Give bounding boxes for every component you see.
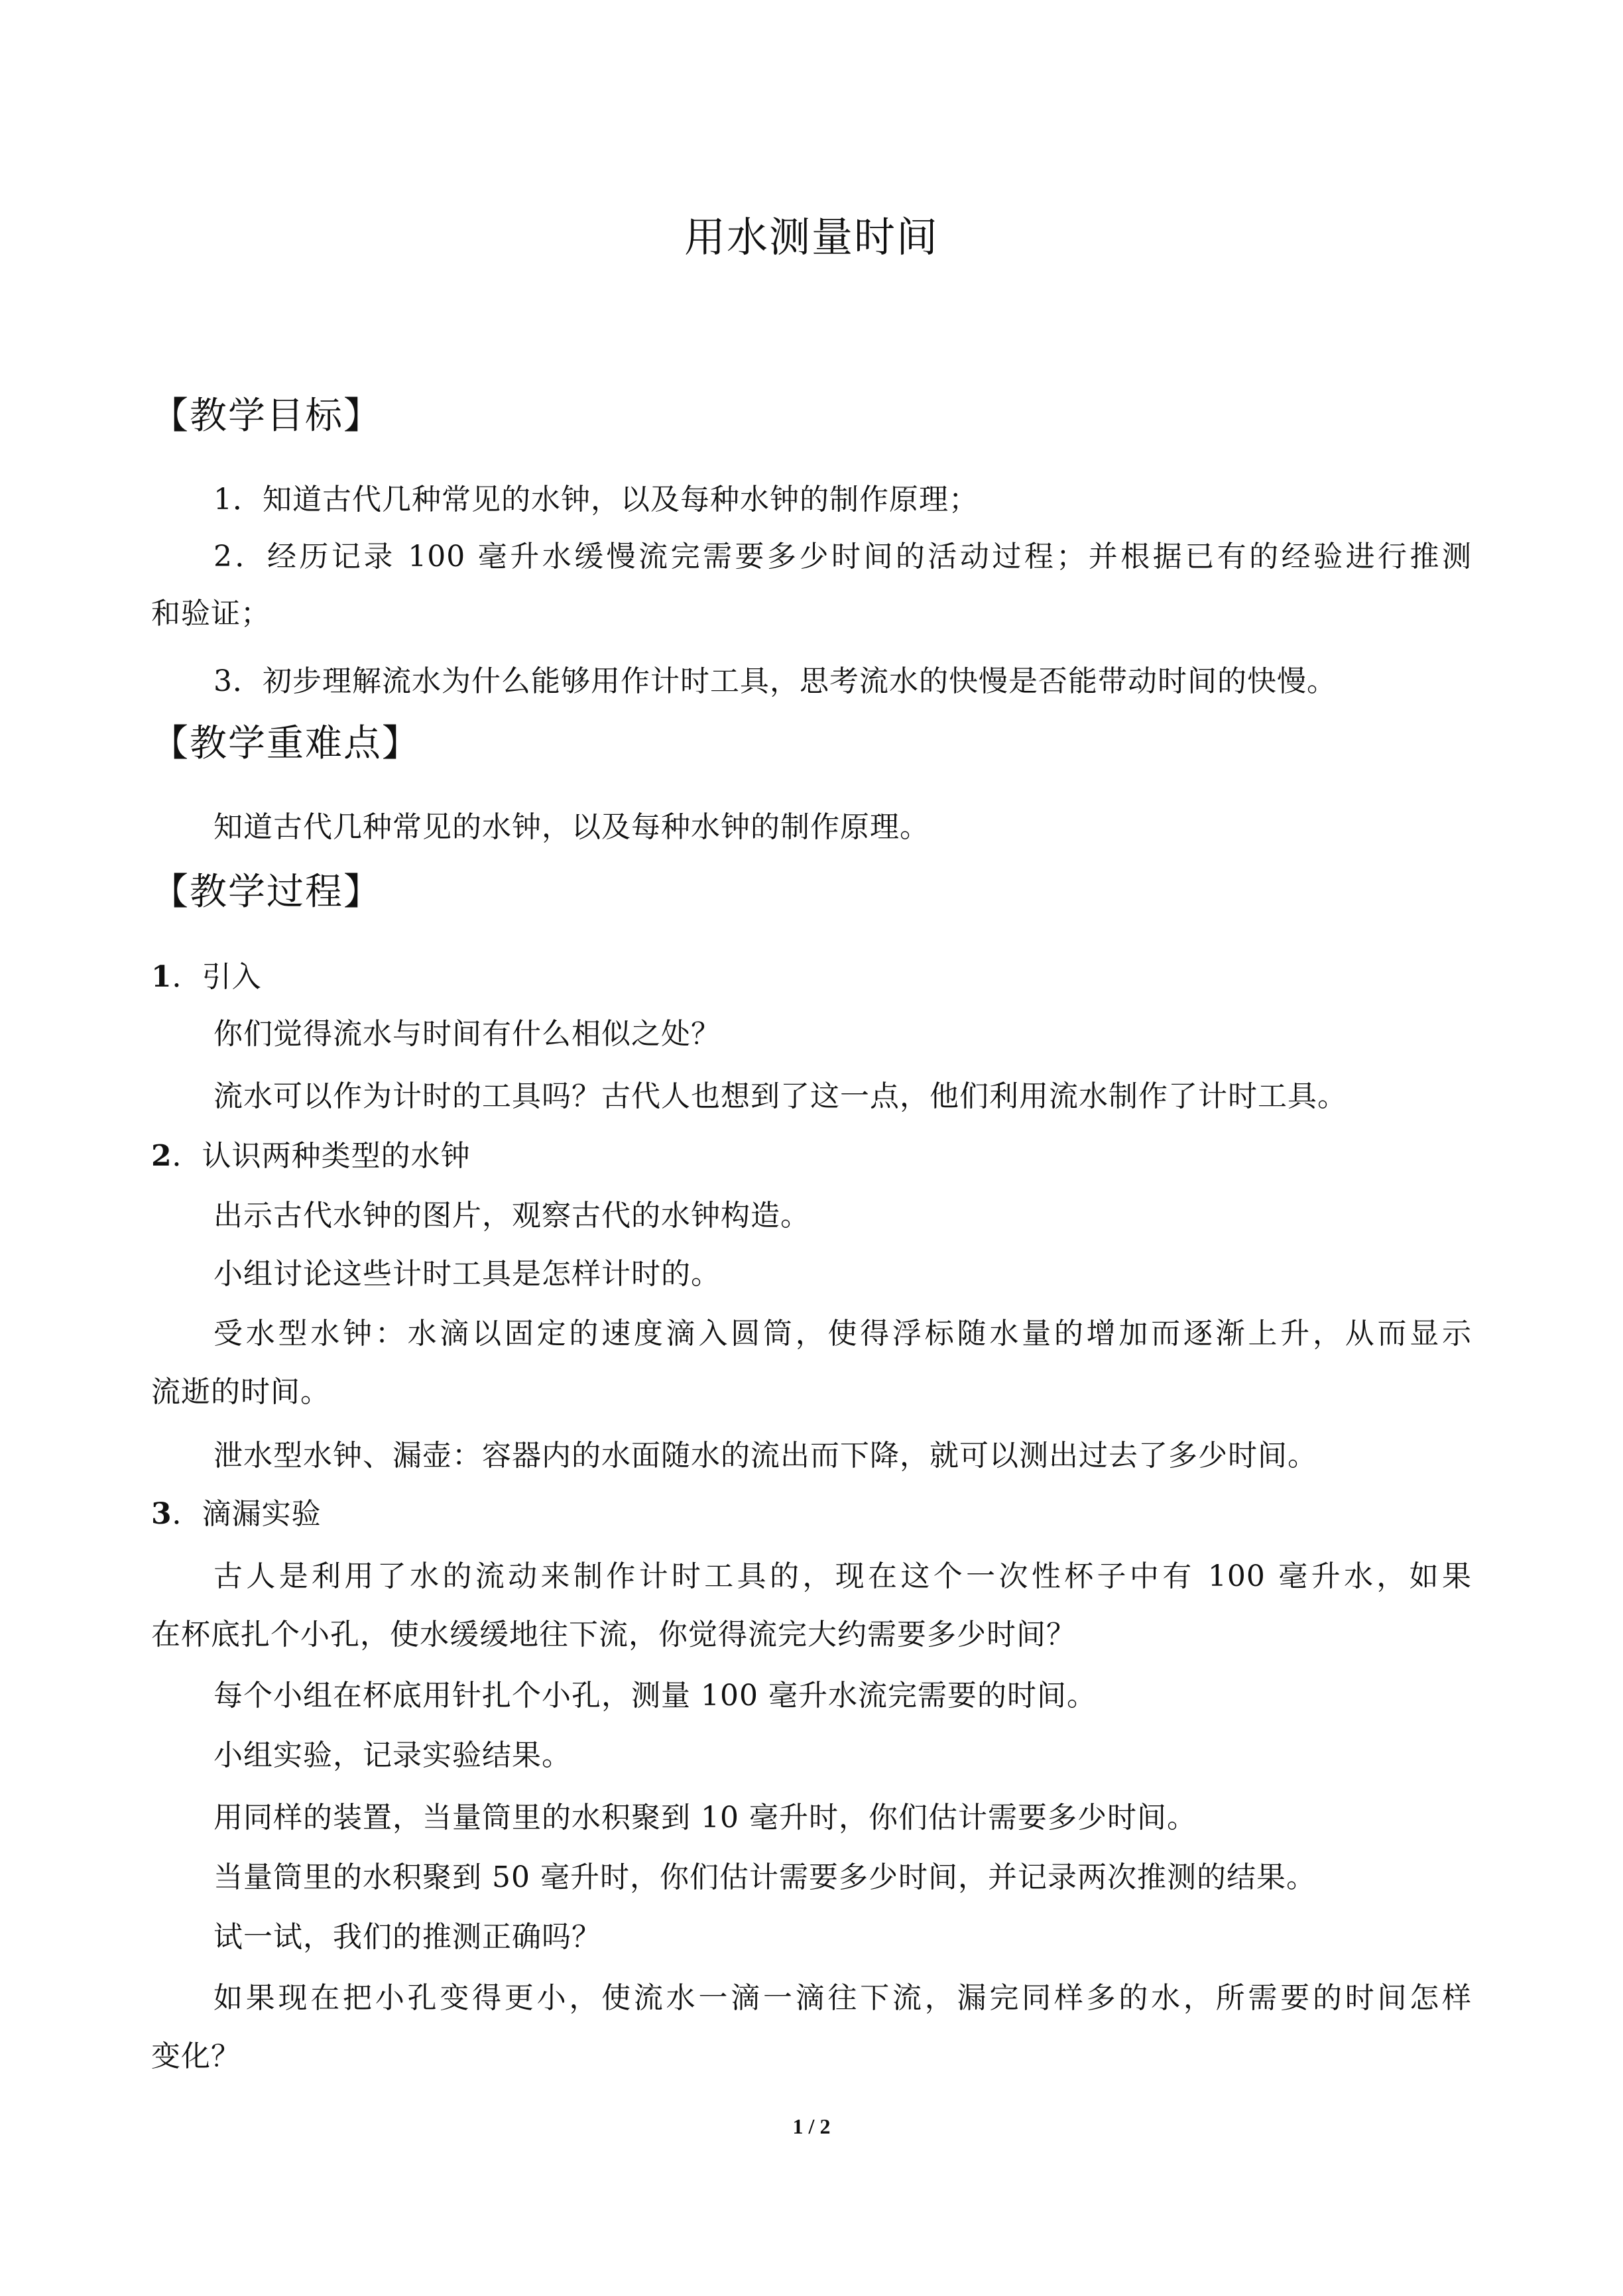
section-1-paragraph-2: 流水可以作为计时的工具吗？古代人也想到了这一点，他们利用流水制作了计时工具。 bbox=[213, 1079, 1347, 1113]
section-1-paragraph-1: 你们觉得流水与时间有什么相似之处？ bbox=[213, 1017, 721, 1051]
goal-3: 3．初步理解流水为什么能够用作计时工具，思考流水的快慢是否能带动时间的快慢。 bbox=[213, 664, 1337, 698]
section-3-paragraph-6: 试一试，我们的推测正确吗？ bbox=[213, 1920, 601, 1954]
section-1-title: ．引入 bbox=[172, 960, 262, 994]
section-3-paragraph-3: 小组实验，记录实验结果。 bbox=[213, 1738, 571, 1772]
section-3-paragraph-4: 用同样的装置，当量筒里的水积聚到 10 毫升时，你们估计需要多少时间。 bbox=[213, 1801, 1197, 1835]
page-title: 用水测量时间 bbox=[684, 213, 939, 261]
section-3-paragraph-5: 当量筒里的水积聚到 50 毫升时，你们估计需要多少时间，并记录两次推测的结果。 bbox=[213, 1860, 1316, 1894]
section-1-heading bbox=[151, 956, 262, 998]
goal-1: 1．知道古代几种常见的水钟，以及每种水钟的制作原理； bbox=[213, 483, 979, 516]
section-2-paragraph-1: 出示古代水钟的图片，观察古代的水钟构造。 bbox=[213, 1199, 810, 1233]
section-3-paragraph-2: 每个小组在杯底用针扎个小孔，测量 100 毫升水流完需要的时间。 bbox=[213, 1679, 1097, 1713]
section-2-paragraph-3-line-1: 受水型水钟：水滴以固定的速度滴入圆筒，使得浮标随水量的增加而逐渐上升，从而显示 bbox=[213, 1317, 1472, 1351]
section-3-paragraph-7-line-2: 变化？ bbox=[151, 2039, 241, 2073]
section-2-number: 2 bbox=[151, 1139, 172, 1173]
section-2-heading bbox=[151, 1135, 471, 1178]
section-2-paragraph-2: 小组讨论这些计时工具是怎样计时的。 bbox=[213, 1257, 721, 1291]
section-3-paragraph-1-line-1: 古人是利用了水的流动来制作计时工具的，现在这个一次性杯子中有 100 毫升水，如果 bbox=[213, 1559, 1472, 1593]
section-2-paragraph-4: 泄水型水钟、漏壶：容器内的水面随水的流出而下降，就可以测出过去了多少时间。 bbox=[213, 1439, 1317, 1473]
section-3-number: 3 bbox=[151, 1497, 172, 1531]
page-number: 1 / 2 bbox=[792, 2114, 831, 2138]
heading-key-points: 【教学重难点】 bbox=[151, 722, 420, 765]
section-3-paragraph-1-line-2: 在杯底扎个小孔，使水缓缓地往下流，你觉得流完大约需要多少时间？ bbox=[151, 1618, 1076, 1652]
goal-2-line-2: 和验证； bbox=[151, 597, 270, 631]
heading-teaching-goals: 【教学目标】 bbox=[151, 394, 382, 438]
section-3-title: ．滴漏实验 bbox=[172, 1497, 322, 1531]
section-1-number: 1 bbox=[151, 960, 172, 994]
section-3-paragraph-7-line-1: 如果现在把小孔变得更小，使流水一滴一滴往下流，漏完同样多的水，所需要的时间怎样 bbox=[213, 1981, 1472, 2015]
key-point-1: 知道古代几种常见的水钟，以及每种水钟的制作原理。 bbox=[213, 810, 930, 844]
heading-teaching-process: 【教学过程】 bbox=[151, 871, 382, 914]
section-2-paragraph-3-line-2: 流逝的时间。 bbox=[151, 1375, 330, 1409]
section-3-heading bbox=[151, 1493, 322, 1536]
section-2-title: ．认识两种类型的水钟 bbox=[172, 1139, 471, 1173]
goal-2-line-1: 2．经历记录 100 毫升水缓慢流完需要多少时间的活动过程；并根据已有的经验进行推测 bbox=[213, 540, 1472, 574]
